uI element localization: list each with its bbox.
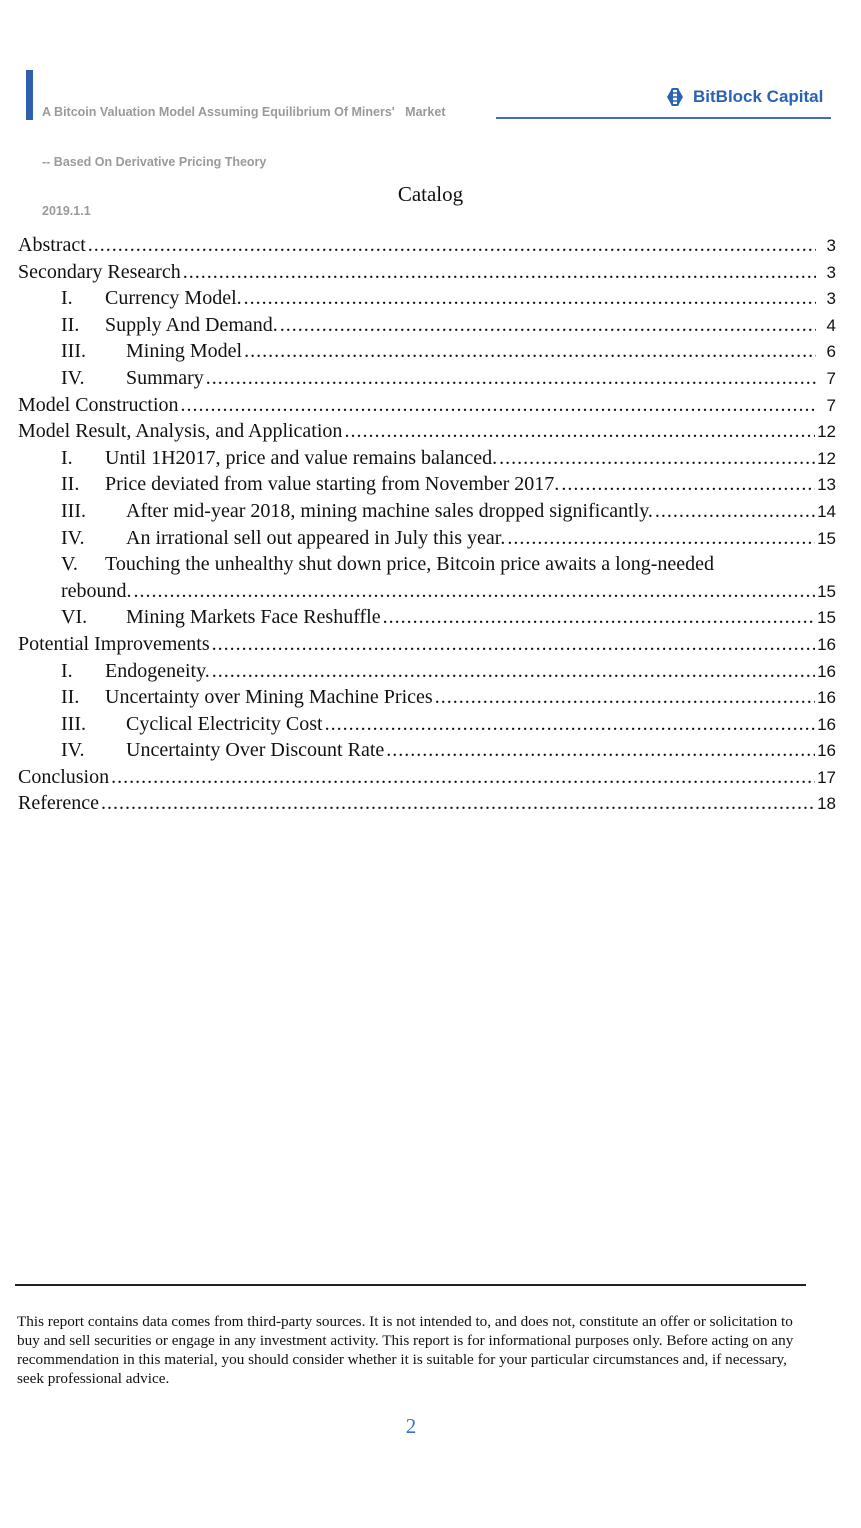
table-of-contents xyxy=(18,232,836,817)
toc-entry[interactable] xyxy=(18,525,836,552)
toc-entry[interactable] xyxy=(18,790,836,817)
toc-entry-text: Abstract xyxy=(18,234,86,256)
brand-logo xyxy=(663,86,823,108)
toc-page-number: 3 xyxy=(826,289,836,309)
disclaimer-text: This report contains data comes from third-party sources. It is not intended to, and does not, constitute an offer or solicitation to buy and sell securities or engage in any investment activity. This report is for informational purposes only. Before acting on any recommendation in this material, you should consider whether it is suitable for your particular circumstances and, if necessary, seek professional advice. xyxy=(17,1313,794,1387)
toc-entry-numeral: I. xyxy=(61,446,73,469)
toc-page-number: 3 xyxy=(826,236,836,255)
toc-entry-text: Supply And Demand. xyxy=(105,313,278,336)
toc-page-number: 16 xyxy=(817,634,836,654)
toc-entry[interactable] xyxy=(18,631,836,658)
toc-entry[interactable] xyxy=(18,684,836,711)
toc-entry-text: Secondary Research xyxy=(18,260,181,283)
toc-entry-text: Uncertainty over Mining Machine Prices xyxy=(105,686,433,709)
toc-entry-text: Summary xyxy=(126,366,204,389)
toc-entry[interactable] xyxy=(18,737,836,764)
toc-entry[interactable] xyxy=(18,418,836,445)
toc-entry-text: Model Result, Analysis, and Application xyxy=(18,420,343,443)
toc-page-number: 3 xyxy=(826,262,836,282)
report-title-line2: -- Based On Derivative Pricing Theory xyxy=(42,154,267,169)
toc-entry-numeral: IV. xyxy=(61,526,85,549)
toc-entry[interactable] xyxy=(18,392,836,419)
toc-page-number: 6 xyxy=(826,342,836,362)
toc-entry-numeral: II. xyxy=(61,313,80,336)
toc-entry[interactable] xyxy=(18,312,836,339)
toc-entry-text: An irrational sell out appeared in July this year. xyxy=(126,526,506,549)
toc-leader-dots xyxy=(655,498,815,525)
toc-entry-numeral: IV. xyxy=(61,366,85,389)
toc-entry[interactable] xyxy=(18,711,836,738)
toc-page-number: 16 xyxy=(817,661,836,681)
toc-page-number: 7 xyxy=(826,368,836,388)
toc-entry[interactable] xyxy=(18,232,836,259)
toc-leader-dots xyxy=(181,392,816,419)
toc-entry[interactable] xyxy=(18,658,836,685)
toc-entry-text: Until 1H2017, price and value remains balanced. xyxy=(105,446,498,469)
toc-page-number: 14 xyxy=(817,501,836,521)
toc-leader-dots xyxy=(280,312,816,339)
toc-page-number: 15 xyxy=(817,528,836,548)
toc-page-number: 16 xyxy=(817,714,836,734)
toc-page-number: 4 xyxy=(826,315,836,335)
toc-entry-wrapped-line2[interactable] xyxy=(18,578,836,605)
toc-leader-dots xyxy=(386,737,815,764)
toc-leader-dots xyxy=(435,684,815,711)
toc-leader-dots xyxy=(134,578,816,605)
toc-entry[interactable] xyxy=(18,498,836,525)
toc-entry-text: Reference xyxy=(18,792,100,815)
toc-entry[interactable] xyxy=(18,471,836,498)
toc-entry-numeral: I. xyxy=(61,287,73,310)
header-accent-bar xyxy=(26,70,33,120)
toc-page-number: 12 xyxy=(817,448,836,468)
toc-page-number: 12 xyxy=(817,422,836,442)
toc-page-number: 16 xyxy=(817,741,836,761)
toc-entry-text: Model Construction xyxy=(18,393,179,416)
toc-leader-dots xyxy=(183,259,816,286)
header-rule xyxy=(496,117,831,119)
toc-page-number: 7 xyxy=(826,395,836,415)
toc-entry-wrapped-line1[interactable] xyxy=(18,551,836,578)
header-text-block xyxy=(42,71,445,236)
report-title-line1: A Bitcoin Valuation Model Assuming Equilibrium Of Miners' Market xyxy=(42,105,446,119)
footer-rule xyxy=(15,1284,806,1286)
toc-entry-text: Mining Markets Face Reshuffle xyxy=(126,606,381,629)
toc-leader-dots xyxy=(383,604,815,631)
toc-entry-text-continued: rebound. xyxy=(61,579,132,602)
toc-entry[interactable] xyxy=(18,604,836,631)
bitblock-logo-icon xyxy=(663,86,687,108)
toc-entry-text: Uncertainty Over Discount Rate xyxy=(126,739,385,762)
toc-leader-dots xyxy=(244,285,816,312)
toc-leader-dots xyxy=(499,445,815,472)
toc-leader-dots xyxy=(212,631,815,658)
toc-entry[interactable] xyxy=(18,285,836,312)
toc-page-number: 16 xyxy=(817,688,836,708)
toc-page-number: 18 xyxy=(817,794,836,814)
catalog-title: Catalog xyxy=(397,182,464,206)
toc-page-number: 15 xyxy=(817,581,836,601)
toc-entry-numeral: IV. xyxy=(61,739,85,762)
toc-page-number: 15 xyxy=(817,608,836,628)
toc-entry-text: Conclusion xyxy=(18,765,110,788)
toc-entry-numeral: VI. xyxy=(61,606,88,629)
toc-leader-dots xyxy=(325,711,815,738)
toc-entry-numeral: V. xyxy=(61,553,78,576)
toc-entry[interactable] xyxy=(18,764,836,791)
toc-entry-numeral: III. xyxy=(61,712,86,735)
toc-leader-dots xyxy=(101,790,815,817)
toc-entry-text: Potential Improvements xyxy=(18,632,210,655)
toc-entry-numeral: I. xyxy=(61,659,73,682)
page-number: 2 xyxy=(405,1414,417,1438)
toc-leader-dots xyxy=(206,365,816,392)
toc-entry-text: Touching the unhealthy shut down price, Bitcoin price awaits a long-needed xyxy=(105,553,714,576)
toc-leader-dots xyxy=(561,471,815,498)
toc-entry-numeral: II. xyxy=(61,686,80,709)
toc-leader-dots xyxy=(244,338,816,365)
toc-entry-numeral: III. xyxy=(61,340,86,363)
toc-leader-dots xyxy=(212,658,815,685)
toc-leader-dots xyxy=(88,232,816,259)
toc-page-number: 17 xyxy=(817,767,836,787)
toc-page-number: 13 xyxy=(817,475,836,495)
toc-entry[interactable] xyxy=(18,365,836,392)
toc-entry[interactable] xyxy=(18,259,836,286)
toc-entry-text: Cyclical Electricity Cost xyxy=(126,712,323,735)
toc-leader-dots xyxy=(344,418,815,445)
toc-entry-text: Mining Model xyxy=(126,340,243,363)
toc-leader-dots xyxy=(111,764,815,791)
toc-entry-text: After mid-year 2018, mining machine sales dropped significantly. xyxy=(126,499,653,522)
toc-entry-numeral: II. xyxy=(61,473,80,496)
toc-entry-numeral: III. xyxy=(61,499,86,522)
toc-entry-text: Currency Model. xyxy=(105,287,242,310)
report-date: 2019.1.1 xyxy=(42,204,91,218)
toc-entry-text: Price deviated from value starting from November 2017. xyxy=(105,473,560,496)
toc-leader-dots xyxy=(507,525,815,552)
toc-entry[interactable] xyxy=(18,338,836,365)
toc-entry[interactable] xyxy=(18,445,836,472)
brand-name: BitBlock Capital xyxy=(693,87,824,106)
toc-entry-text: Endogeneity. xyxy=(105,659,210,682)
